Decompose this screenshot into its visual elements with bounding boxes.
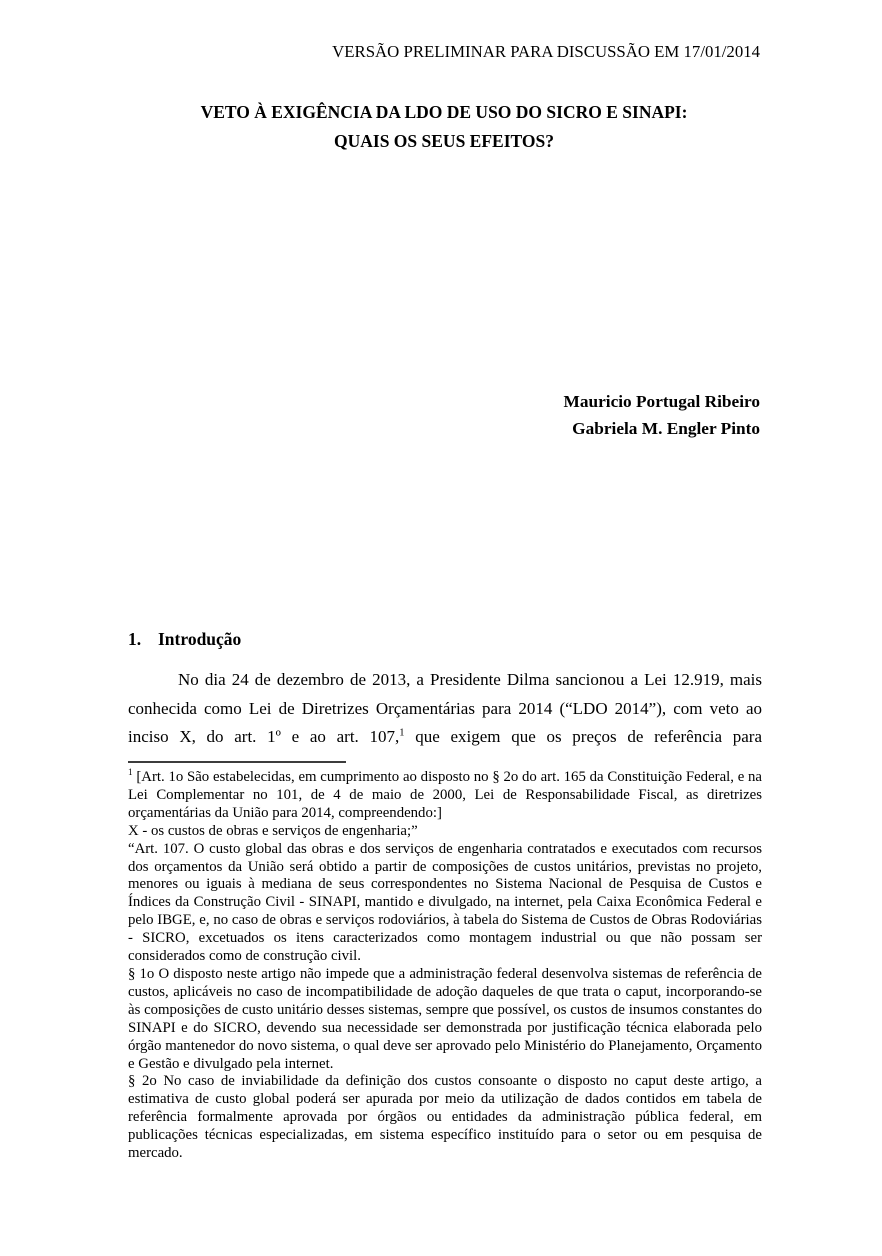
footnote-paragraph: X - os custos de obras e serviços de engenharia;” — [128, 822, 418, 839]
intro-paragraph-text-after-ref: que exigem que os preços de referência para — [404, 727, 762, 746]
section-title: Introdução — [158, 629, 242, 649]
footnote-reference-marker: 1 — [399, 727, 405, 739]
authors-block — [128, 388, 760, 442]
footnote-paragraph: “Art. 107. O custo global das obras e dos serviços de engenharia contratados e executados com recursos dos orçamentos da União será obtido a partir de composições de custos unitários, previstas no projeto, menores ou iguais à mediana de seus correspondentes no Sistema Nacional de Pesquisa de Custos e Índices da Construção Civil - SINAPI, mantido e divulgado, na internet, pela Caixa Econômica Federal e pelo IBGE, e, no caso de obras e serviços rodoviários, à tabela do Sistema de Custos de Obras Rodoviárias - SICRO, excetuados os itens caracterizados como montagem industrial ou que não possam ser considerados como de construção civil. — [128, 840, 762, 965]
document-title — [128, 98, 760, 156]
footnote-block — [128, 769, 762, 1163]
document-title-line-1: VETO À EXIGÊNCIA DA LDO DE USO DO SICRO E SINAPI: — [200, 102, 688, 122]
section-number: 1. — [128, 629, 142, 649]
footnote-paragraph: § 1o O disposto neste artigo não impede que a administração federal desenvolva sistemas de referência de custos, aplicáveis no caso de incompatibilidade de adoção daqueles de que trata o caput, incorporando-se às composições de custo unitário desses sistemas, sempre que possível, os custos de insumos constantes do SINAPI e do SICRO, devendo sua necessidade ser demonstrada por justificação técnica elaborada pelo órgão mantenedor do novo sistema, o qual deve ser aprovado pelo Ministério do Planejamento, Orçamento e Gestão e divulgado pela internet. — [128, 965, 762, 1072]
footnote-paragraph: § 2o No caso de inviabilidade da definição dos custos consoante o disposto no caput deste artigo, a estimativa de custo global poderá ser apurada por meio da utilização de dados contidos em tabela de referência formalmente aprovada por órgãos ou entidades da administração pública federal, em publicações técnicas especializadas, em sistema específico instituído para o setor ou em pesquisa de mercado. — [128, 1073, 762, 1162]
section-heading-introduction — [128, 629, 762, 650]
draft-version-note: VERSÃO PRELIMINAR PARA DISCUSSÃO EM 17/01/2014 — [332, 42, 760, 61]
footnote-number-marker: 1 — [128, 767, 133, 778]
footnote-paragraph-text: [Art. 1o São estabelecidas, em cumprimento ao disposto no § 2o do art. 165 da Constituição Federal, e na Lei Complementar no 101, de 4 de maio de 2000, Lei de Responsabilidade Fiscal, as diretrizes orçamentárias da União para 2014, compreendendo:] — [128, 769, 762, 821]
intro-paragraph — [128, 666, 762, 752]
author-name-1: Mauricio Portugal Ribeiro — [563, 392, 760, 411]
author-name-2: Gabriela M. Engler Pinto — [572, 419, 760, 438]
document-title-line-2: QUAIS OS SEUS EFEITOS? — [334, 131, 554, 151]
intro-paragraph-text-before-ref: No dia 24 de dezembro de 2013, a Presidente Dilma sancionou a Lei 12.919, mais conhecida como Lei de Diretrizes Orçamentárias para 2014 (“LDO 2014”), com veto ao inciso X, do art. 1º e ao art. 107, — [128, 670, 762, 746]
footnote-paragraph — [128, 769, 762, 823]
footnote-separator-rule — [128, 761, 346, 763]
